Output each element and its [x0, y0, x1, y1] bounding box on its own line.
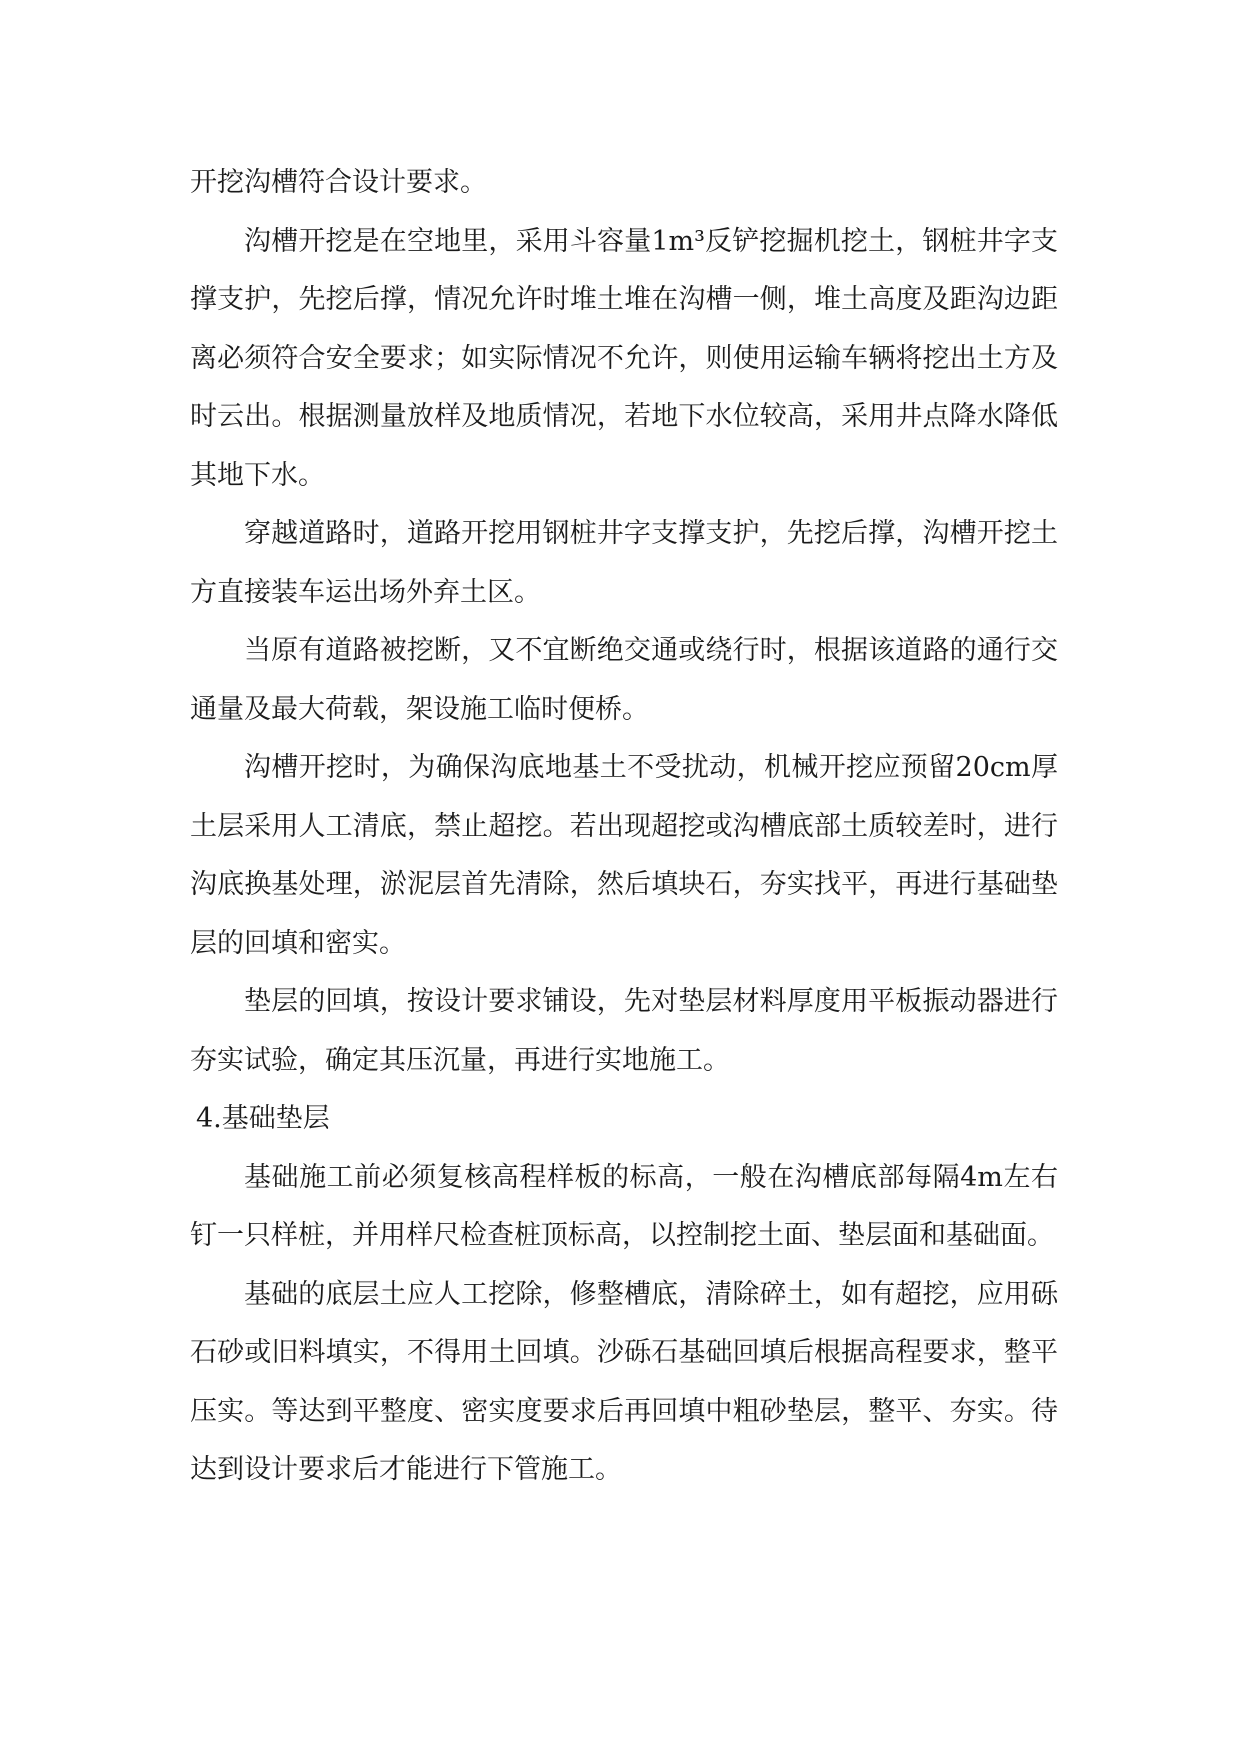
paragraph-road-crossing: 穿越道路时，道路开挖用钢桩井字支撑支护，先挖后撑，沟槽开挖土方直接装车运出场外弃土区。 [190, 518, 1058, 608]
paragraph-continuation: 开挖沟槽符合设计要求。 [190, 167, 487, 198]
section-heading-foundation-cushion: 4.基础垫层 [196, 1103, 330, 1134]
paragraph-trench-excavation: 沟槽开挖是在空地里，采用斗容量1m³反铲挖掘机挖土，钢桩井字支撑支护，先挖后撑，情况允许时堆土堆在沟槽一侧，堆土高度及距沟边距离必须符合安全要求；如实际情况不允许，则使用运输车辆将挖出土方及时云出。根据测量放样及地质情况，若地下水位较高，采用井点降水降低其地下水。 [190, 225, 1058, 491]
paragraph-elevation-check: 基础施工前必须复核高程样板的标高，一般在沟槽底部每隔4m左右钉一只样桩，并用样尺检查桩顶标高，以控制挖土面、垫层面和基础面。 [190, 1161, 1058, 1251]
paragraph-temporary-bridge: 当原有道路被挖断，又不宜断绝交通或绕行时，根据该道路的通行交通量及最大荷载，架设施工临时便桥。 [190, 635, 1058, 725]
document-body [190, 154, 1058, 1500]
paragraph-cushion-backfill: 垫层的回填，按设计要求铺设，先对垫层材料厚度用平板振动器进行夯实试验，确定其压沉量，再进行实地施工。 [190, 986, 1058, 1076]
paragraph-manual-clearing: 沟槽开挖时，为确保沟底地基土不受扰动，机械开挖应预留20cm厚土层采用人工清底，禁止超挖。若出现超挖或沟槽底部土质较差时，进行沟底换基处理，淤泥层首先清除，然后填块石，夯实找平，再进行基础垫层的回填和密实。 [190, 752, 1058, 959]
paragraph-base-soil: 基础的底层土应人工挖除，修整槽底，清除碎土，如有超挖，应用砾石砂或旧料填实，不得用土回填。沙砾石基础回填后根据高程要求，整平压实。等达到平整度、密实度要求后再回填中粗砂垫层，整平、夯实。待达到设计要求后才能进行下管施工。 [190, 1278, 1058, 1485]
